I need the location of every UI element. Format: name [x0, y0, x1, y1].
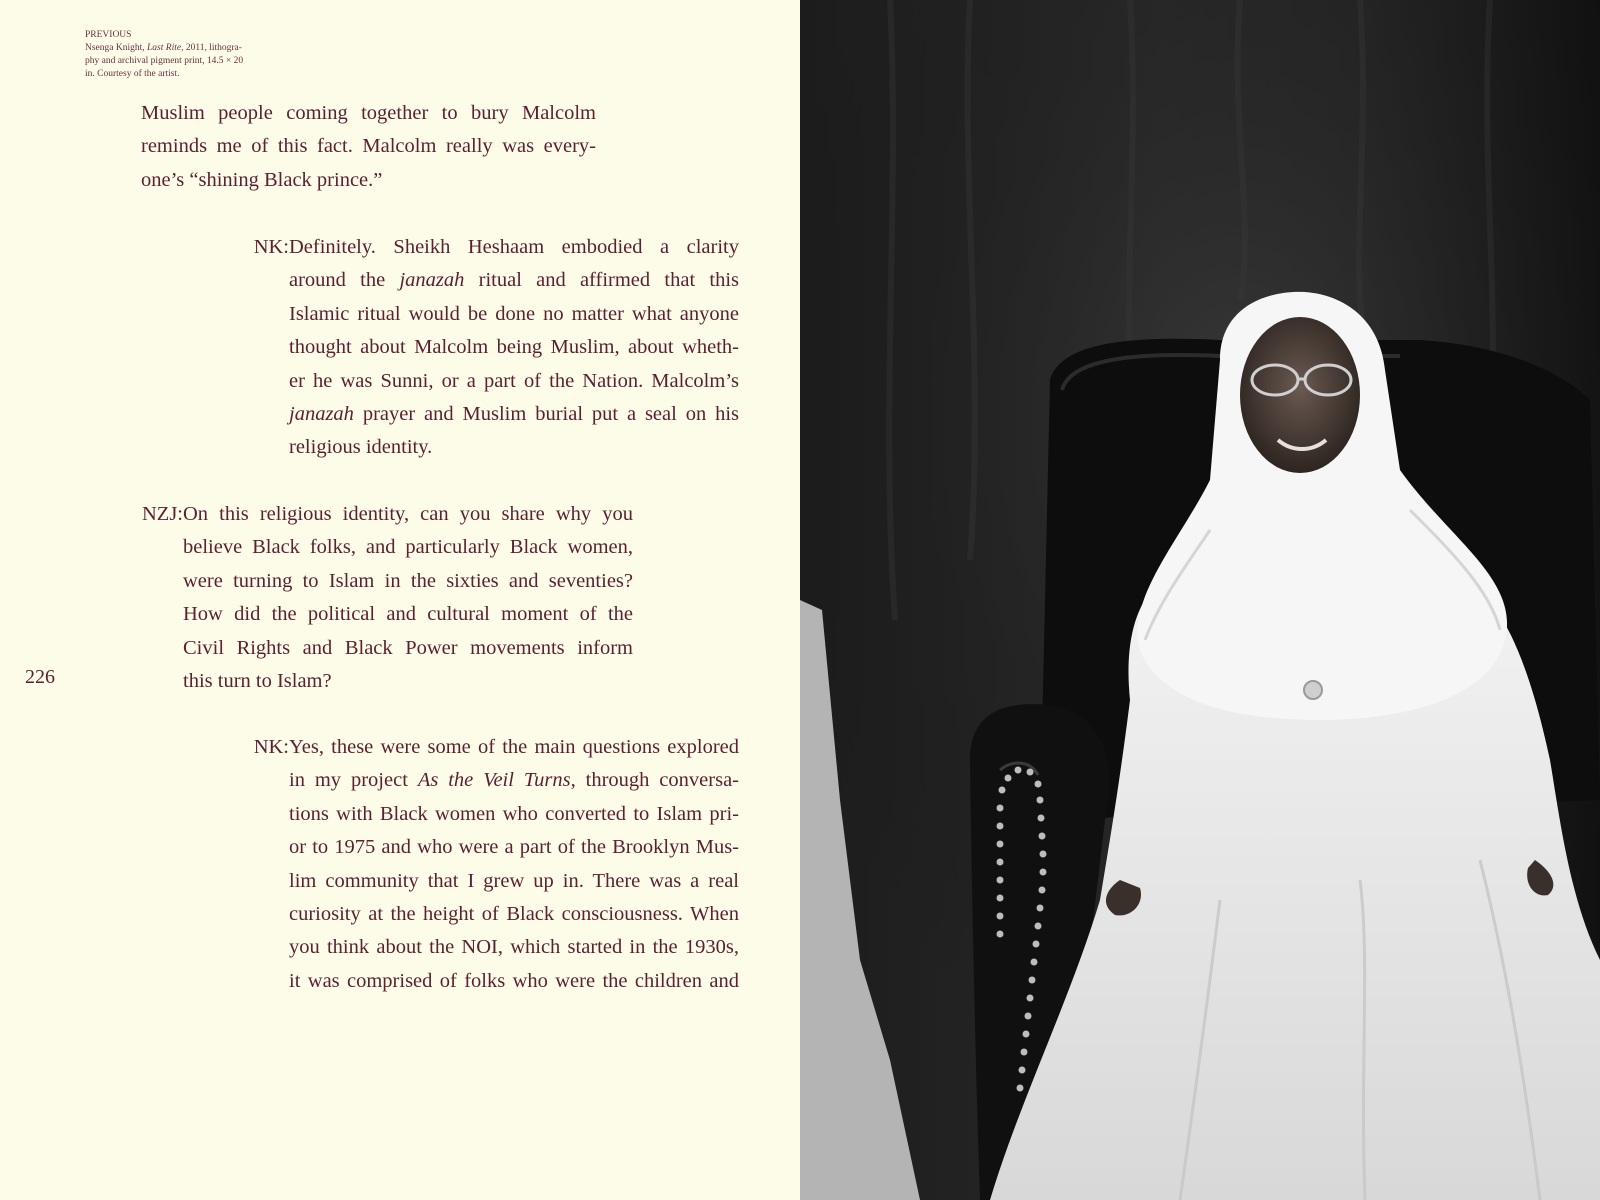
paragraph-intro	[141, 97, 596, 197]
text-line: Definitely. Sheikh Heshaam embodied a clarity	[289, 236, 739, 258]
page-number: 226	[25, 666, 55, 688]
text-line: believe Black folks, and particularly Black women,	[183, 536, 633, 559]
text-line: lim community that I grew up in. There was a real	[289, 869, 739, 892]
speaker-label: NK:	[253, 236, 289, 258]
caption-details-2: phy and archival pigment print, 14.5 × 20	[85, 56, 244, 66]
caption-artist: Nsenga Knight,	[85, 43, 145, 53]
text-line: this turn to Islam?	[183, 670, 332, 693]
caption-label: PREVIOUS	[85, 30, 132, 40]
text-line: or to 1975 and who were a part of the Brooklyn Mus-	[289, 836, 739, 859]
text-line: one’s “shining Black prince.”	[141, 168, 383, 191]
text-line: Muslim people coming together to bury Malcolm	[141, 102, 596, 124]
text-line: in my project As the Veil Turns, through conversa-	[289, 769, 739, 792]
text-line: er he was Sunni, or a part of the Nation. Malcolm’s	[289, 369, 739, 392]
portrait-illustration	[800, 0, 1600, 1200]
paragraph-nk-answer-2	[253, 731, 739, 998]
portrait-photograph	[800, 0, 1600, 1200]
caption-details-1: , 2011, lithogra-	[181, 43, 242, 53]
speaker-label: NZJ:	[142, 503, 183, 525]
speaker-label: NK:	[253, 736, 289, 758]
text-line: Civil Rights and Black Power movements inform	[183, 636, 633, 659]
text-line: curiosity at the height of Black consciousness. When	[289, 903, 739, 926]
caption-artwork-title: Last Rite	[147, 43, 182, 53]
text-line: religious identity.	[289, 436, 433, 459]
paragraph-nk-answer-1	[253, 231, 739, 465]
text-line: How did the political and cultural moment of the	[183, 603, 633, 626]
text-line: tions with Black women who converted to Islam pri-	[289, 802, 739, 825]
text-line: you think about the NOI, which started in the 1930s,	[289, 936, 739, 959]
text-line: thought about Malcolm being Muslim, about wheth-	[289, 336, 739, 359]
image-caption	[85, 29, 280, 81]
caption-details-3: in. Courtesy of the artist.	[85, 69, 180, 79]
text-line: it was comprised of folks who were the children and	[289, 969, 739, 992]
text-line: were turning to Islam in the sixties and seventies?	[183, 569, 633, 592]
text-line: Islamic ritual would be done no matter what anyone	[289, 302, 739, 325]
text-line: reminds me of this fact. Malcolm really was every-	[141, 135, 596, 158]
text-line: around the janazah ritual and affirmed that this	[289, 269, 739, 292]
paragraph-nzj-question	[142, 498, 633, 698]
text-line: janazah prayer and Muslim burial put a seal on his	[289, 403, 739, 426]
text-line: On this religious identity, can you share why you	[183, 503, 633, 525]
text-line: Yes, these were some of the main questions explored	[289, 736, 739, 758]
